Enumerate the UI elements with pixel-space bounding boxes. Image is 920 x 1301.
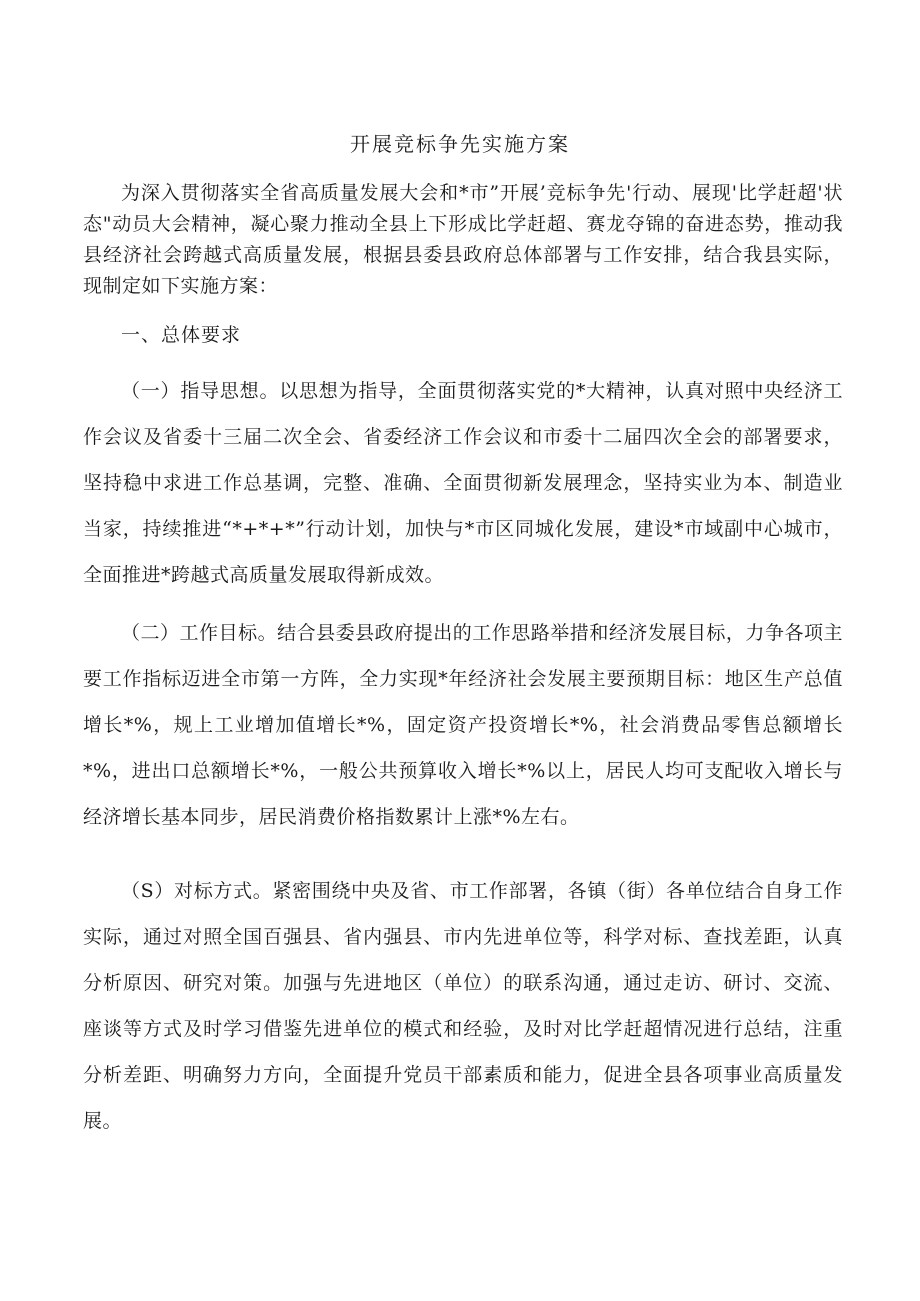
section-heading-general-requirements: 一、总体要求 xyxy=(121,324,242,346)
paragraph-work-goals: （二）工作目标。结合县委县政府提出的工作思路举措和经济发展目标，力争各项主要工作指标迈进全市第一方阵，全力实现*年经济社会发展主要预期目标：地区生产总值增长*%，规上工业增加值增长*%，固定资产投资增长*%，社会消费品零售总额增长*%，进出口总额增长*%，一般公共预算收入增长*%以上，居民人均可支配收入增长与经济增长基本同步，居民消费价格指数累计上涨*%左右。 xyxy=(83,622,843,828)
document-title: 开展竞标争先实施方案 xyxy=(350,132,570,156)
paragraph-guiding-thought: （一）指导思想。以思想为指导，全面贯彻落实党的*大精神，认真对照中央经济工作会议及省委十三届二次全会、省委经济工作会议和市委十二届四次全会的部署要求，坚持稳中求进工作总基调，完整、准确、全面贯彻新发展理念，坚持实业为本、制造业当家，持续推进“*+*+*”行动计划，加快与*市区同城化发展，建设*市域副中心城市，全面推进*跨越式高质量发展取得新成效。 xyxy=(83,380,843,586)
paragraph-benchmark-method: （S）对标方式。紧密围绕中央及省、市工作部署，各镇（街）各单位结合自身工作实际，通过对照全国百强县、省内强县、市内先进单位等，科学对标、查找差距，认真分析原因、研究对策。加强与先进地区（单位）的联系沟通，通过走访、研讨、交流、座谈等方式及时学习借鉴先进单位的模式和经验，及时对比学赶超情况进行总结，注重分析差距、明确努力方向，全面提升党员干部素质和能力，促进全县各项事业高质量发展。 xyxy=(83,880,843,1132)
intro-paragraph: 为深入贯彻落实全省高质量发展大会和*市”开展’竞标争先'行动、展现'比学赶超'状态"动员大会精神，凝心聚力推动全县上下形成比学赶超、赛龙夺锦的奋进态势，推动我县经济社会跨越式高质量发展，根据县委县政府总体部署与工作安排，结合我县实际，现制定如下实施方案： xyxy=(83,182,843,297)
